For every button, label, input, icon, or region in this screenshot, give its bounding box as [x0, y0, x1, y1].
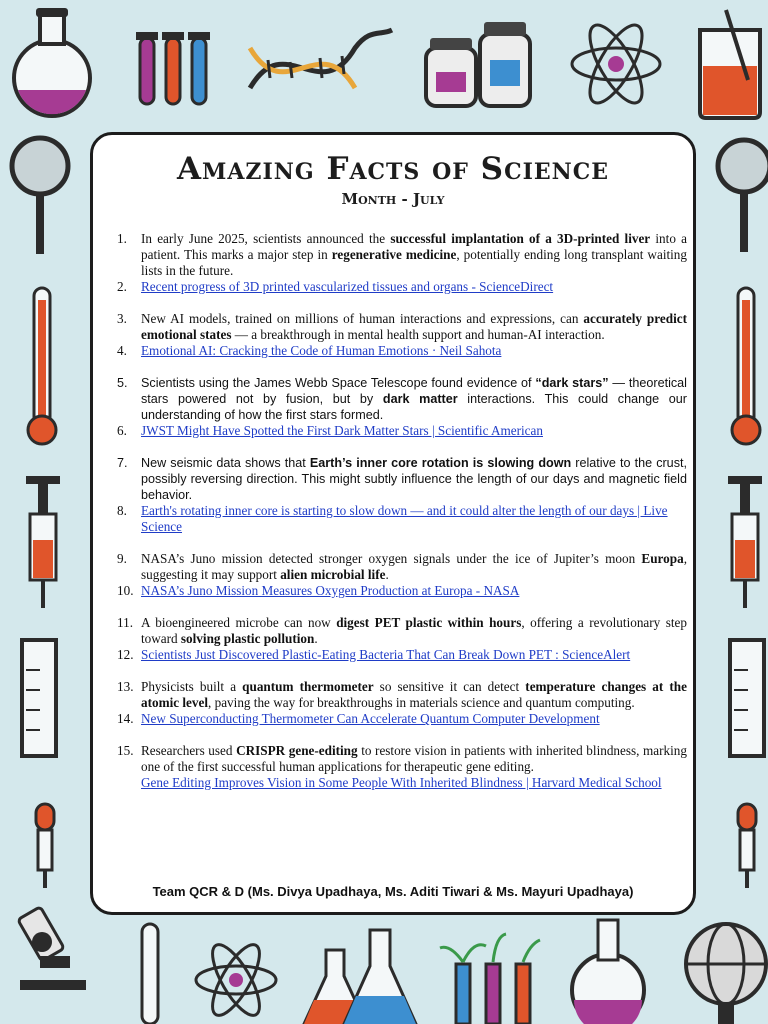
source-link[interactable]: 14. New Superconducting Thermometer Can Accelerate Quantum Computer Development — [117, 711, 600, 726]
microscope-icon — [18, 907, 86, 990]
syringe-icon — [728, 476, 762, 608]
source-link[interactable]: Gene Editing Improves Vision in Some People With Inherited Blindness | Harvard Medical School — [141, 775, 662, 790]
graduated-cylinder-icon — [730, 640, 764, 756]
month-subtitle: Month - July — [341, 190, 445, 208]
globe-icon — [686, 924, 766, 1024]
round-flask-icon — [14, 8, 90, 116]
atom-icon — [196, 938, 276, 1021]
fact-item: 11. A bioengineered microbe can now digest PET plastic within hours, offering a revolutionary step toward solving plastic pollution. — [117, 615, 687, 646]
fact-item: 5. Scientists using the James Webb Space Telescope found evidence of “dark stars” — theoretical stars powered not by fusion, but by dark matter interactions. This could change our understanding of how the first stars formed. — [117, 376, 687, 422]
dna-helix-icon — [250, 30, 392, 88]
source-link[interactable]: 12. Scientists Just Discovered Plastic-Eating Bacteria That Can Break Down PET : ScienceAlert — [117, 647, 631, 662]
plant-test-tubes-icon — [440, 934, 540, 1024]
source-link[interactable]: 10. NASA’s Juno Mission Measures Oxygen Production at Europa - NASA — [117, 583, 520, 598]
team-credit: Team QCR & D (Ms. Divya Upadhaya, Ms. Aditi Tiwari & Ms. Mayuri Upadhaya) — [152, 884, 634, 899]
fact-item: 15. Researchers used CRISPR gene-editing to restore vision in patients with inherited blindness, marking one of the first successful human applications for therapeutic gene editing. — [117, 743, 687, 774]
fact-item: 1. In early June 2025, scientists announced the successful implantation of a 3D-printed liver into a patient. This marks a major step in regenerative medicine, potentially ending long transplant waiting lists in the future. — [117, 231, 687, 278]
source-link[interactable]: 4. Emotional AI: Cracking the Code of Human Emotions · Neil Sahota — [117, 343, 502, 358]
dropper-icon — [738, 804, 756, 888]
magnifier-icon — [718, 140, 768, 252]
fact-item: 13. Physicists built a quantum thermometer so sensitive it can detect temperature changes at the atomic level, paving the way for breakthroughs in materials science and quantum computing. — [117, 679, 687, 710]
fact-item: 7. New seismic data shows that Earth’s inner core rotation is slowing down relative to the crust, possibly reversing direction. This might subtly influence the length of our days and magnetic field behavior. — [117, 456, 687, 502]
page-title: Amazing Facts of Science — [176, 151, 610, 187]
source-link[interactable]: 6. JWST Might Have Spotted the First Dark Matter Stars | Scientific American — [117, 423, 543, 438]
thermometer-icon — [142, 924, 158, 1024]
conical-flasks-icon — [304, 930, 416, 1024]
round-flask-icon — [572, 920, 644, 1024]
chemical-jars-icon — [426, 22, 530, 106]
atom-icon — [572, 18, 660, 110]
facts-list — [111, 231, 687, 791]
graduated-cylinder-icon — [22, 640, 56, 756]
thermometer-icon — [732, 288, 760, 444]
thermometer-icon — [28, 288, 56, 444]
fact-item: 3. New AI models, trained on millions of human interactions and expressions, can accurately predict emotional states — a breakthrough in mental health support and human-AI interaction. — [117, 311, 687, 342]
facts-card — [90, 132, 696, 915]
source-link[interactable]: 2. Recent progress of 3D printed vascularized tissues and organs - ScienceDirect — [117, 279, 554, 294]
dropper-icon — [36, 804, 54, 888]
beaker-icon — [700, 10, 760, 118]
source-link[interactable]: 8. Earth's rotating inner core is starting to slow down — and it could alter the length of our days | Live Science — [117, 503, 668, 534]
fact-item: 9. NASA’s Juno mission detected stronger oxygen signals under the ice of Jupiter’s moon Europa, suggesting it may support alien microbial life. — [117, 551, 687, 582]
magnifier-icon — [12, 138, 68, 254]
test-tubes-icon — [136, 32, 210, 104]
syringe-icon — [26, 476, 60, 608]
